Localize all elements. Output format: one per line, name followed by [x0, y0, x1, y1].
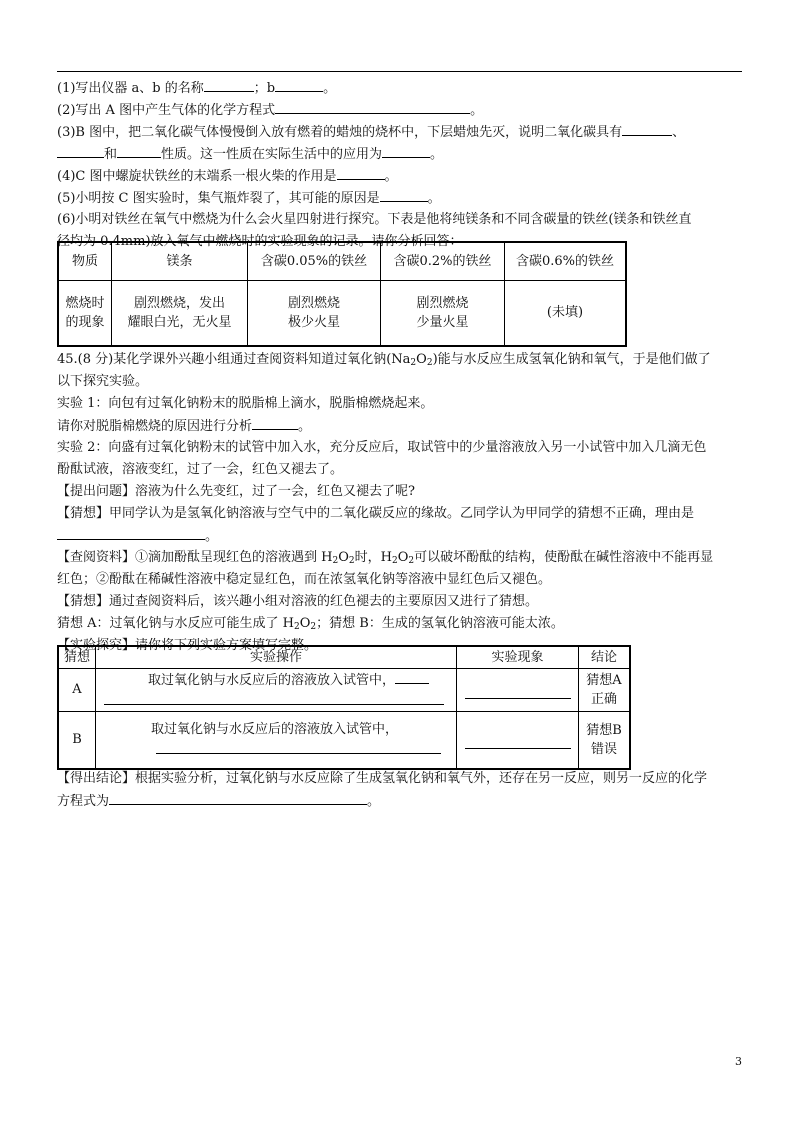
- guess-ab: 猜想 A：过氧化钠与水反应可能生成了 $H_2O_2$；猜想 B：生成的氢氧化钠溶液可能太浓。: [57, 616, 564, 632]
- experiment-table: [57, 645, 631, 770]
- answer-blank[interactable]: [204, 77, 254, 92]
- q3-line-1: (3)B 图中，把二氧化碳气体慢慢倒入放有燃着的蜡烛的烧杯中，下层蜡烛先灭，说明二氧化碳具有 、: [57, 121, 747, 143]
- table-row: [58, 668, 630, 711]
- answer-blank[interactable]: [380, 187, 428, 202]
- iron-02-cell: 剧烈燃烧 少量火星: [381, 280, 505, 346]
- question-44-parts: [57, 77, 747, 253]
- table-row: [58, 280, 626, 346]
- q5-line: (5)小明按 C 图实验时，集气瓶炸裂了，其可能的原因是 。: [57, 187, 747, 209]
- q4-line: (4)C 图中螺旋状铁丝的末端系一根火柴的作用是 。: [57, 165, 747, 187]
- answer-blank[interactable]: [465, 674, 571, 699]
- experiment-2-line-2: 酚酞试液，溶液变红，过了一会，红色又褪去了。: [57, 462, 344, 477]
- conclusion: [57, 768, 747, 812]
- answer-blank[interactable]: [252, 415, 298, 430]
- answer-blank[interactable]: [275, 77, 323, 92]
- table-header-cell: 猜想: [58, 646, 96, 668]
- table-header-cell: 实验现象: [457, 646, 579, 668]
- phenomenon-cell: [457, 711, 579, 769]
- conclusion-cell: 猜想A 正确: [579, 668, 631, 711]
- operation-cell: 取过氧化钠与水反应后的溶液放入试管中，: [96, 668, 457, 711]
- q2-line: (2)写出 A 图中产生气体的化学方程式 。: [57, 99, 747, 121]
- answer-blank[interactable]: [57, 525, 205, 540]
- table-header-cell: 镁条: [112, 242, 248, 280]
- operation-cell: 取过氧化钠与水反应后的溶液放入试管中，: [96, 711, 457, 769]
- table-header-cell: 含碳0.05%的铁丝: [248, 242, 381, 280]
- conclusion-cell: 猜想B 错误: [579, 711, 631, 769]
- table-header-cell: 物质: [58, 242, 112, 280]
- guess-1-line-2: 。: [57, 525, 747, 547]
- answer-blank[interactable]: [109, 790, 367, 805]
- explore-heading: 【实验探究】请你将下列实验方案填写完整。: [57, 638, 318, 653]
- answer-blank[interactable]: [57, 143, 104, 158]
- table-row: [58, 711, 630, 769]
- answer-blank[interactable]: [117, 143, 161, 158]
- q1-line: (1)写出仪器 a、b 的名称 ；b 。: [57, 77, 747, 99]
- row-label-cell: 燃烧时 的现象: [58, 280, 112, 346]
- lookup-line-1: 【查阅资料】①滴加酚酞呈现红色的溶液遇到 $H_2O_2$时，$H_2O_2$可以破坏酚酞的结构，使酚酞在碱性溶液中不能再显: [57, 550, 714, 566]
- answer-blank[interactable]: [465, 724, 571, 749]
- problem-statement: 【提出问题】溶液为什么先变红，过了一会，红色又褪去了呢?: [57, 484, 415, 499]
- iron-005-cell: 剧烈燃烧 极少火星: [248, 280, 381, 346]
- table-header-cell: 结论: [579, 646, 631, 668]
- q45-intro-1: 45.(8 分)某化学课外兴趣小组通过查阅资料知道过氧化钠$(Na_2O_2)$能与水反应生成氢氧化钠和氧气，于是他们做了: [57, 352, 711, 368]
- table-header-cell: 含碳0.2%的铁丝: [381, 242, 505, 280]
- answer-blank[interactable]: [104, 690, 444, 705]
- guess-1-line-1: 【猜想】甲同学认为是氢氧化钠溶液与空气中的二氧化碳反应的缘故。乙同学认为甲同学的猜想不正确，理由是: [57, 506, 695, 521]
- answer-blank[interactable]: [395, 669, 429, 684]
- experiment-1: 实验 1：向包有过氧化钠粉末的脱脂棉上滴水，脱脂棉燃烧起来。: [57, 396, 434, 411]
- table-header-cell: 实验操作: [96, 646, 457, 668]
- table-header-cell: 含碳0.6%的铁丝: [505, 242, 627, 280]
- q3-line-2: 和 性质。这一性质在实际生活中的应用为 。: [57, 143, 747, 165]
- q45-intro-2: 以下探究实验。: [57, 374, 149, 389]
- guess-cell: B: [58, 711, 96, 769]
- lookup-line-2: 红色；②酚酞在稀碱性溶液中稳定显红色，而在浓氢氧化钠等溶液中显红色后又褪色。: [57, 572, 552, 587]
- guess-cell: A: [58, 668, 96, 711]
- conclusion-line-2: 方程式为 。: [57, 790, 747, 812]
- conclusion-line-1: 【得出结论】根据实验分析，过氧化钠与水反应除了生成氢氧化钠和氧气外，还存在另一反应，则另一反应的化学: [57, 771, 708, 786]
- combustion-table: [57, 241, 627, 347]
- iron-06-cell: (未填): [505, 280, 627, 346]
- phenomenon-cell: [457, 668, 579, 711]
- q6-line-2: 径均为 0.4mm)放入氧气中燃烧时的实验现象的记录。请你分析回答：: [57, 234, 463, 249]
- answer-blank[interactable]: [275, 99, 470, 114]
- page-number: 3: [735, 1055, 742, 1068]
- answer-blank[interactable]: [156, 739, 441, 754]
- guess-2: 【猜想】通过查阅资料后，该兴趣小组对溶液的红色褪去的主要原因又进行了猜想。: [57, 594, 539, 609]
- answer-blank[interactable]: [337, 165, 385, 180]
- magnesium-cell: 剧烈燃烧，发出 耀眼白光，无火星: [112, 280, 248, 346]
- analyze-line: 请你对脱脂棉燃烧的原因进行分析 。: [57, 415, 747, 437]
- answer-blank[interactable]: [622, 121, 672, 136]
- header-rule: [57, 71, 742, 72]
- question-45: [57, 349, 747, 657]
- table-header-row: [58, 242, 626, 280]
- answer-blank[interactable]: [382, 143, 430, 158]
- table-header-row: [58, 646, 630, 668]
- experiment-2-line-1: 实验 2：向盛有过氧化钠粉末的试管中加入水，充分反应后，取试管中的少量溶液放入另一小试管中加入几滴无色: [57, 440, 707, 455]
- q6-line-1: (6)小明对铁丝在氧气中燃烧为什么会火星四射进行探究。下表是他将纯镁条和不同含碳量的铁丝(镁条和铁丝直: [57, 212, 692, 227]
